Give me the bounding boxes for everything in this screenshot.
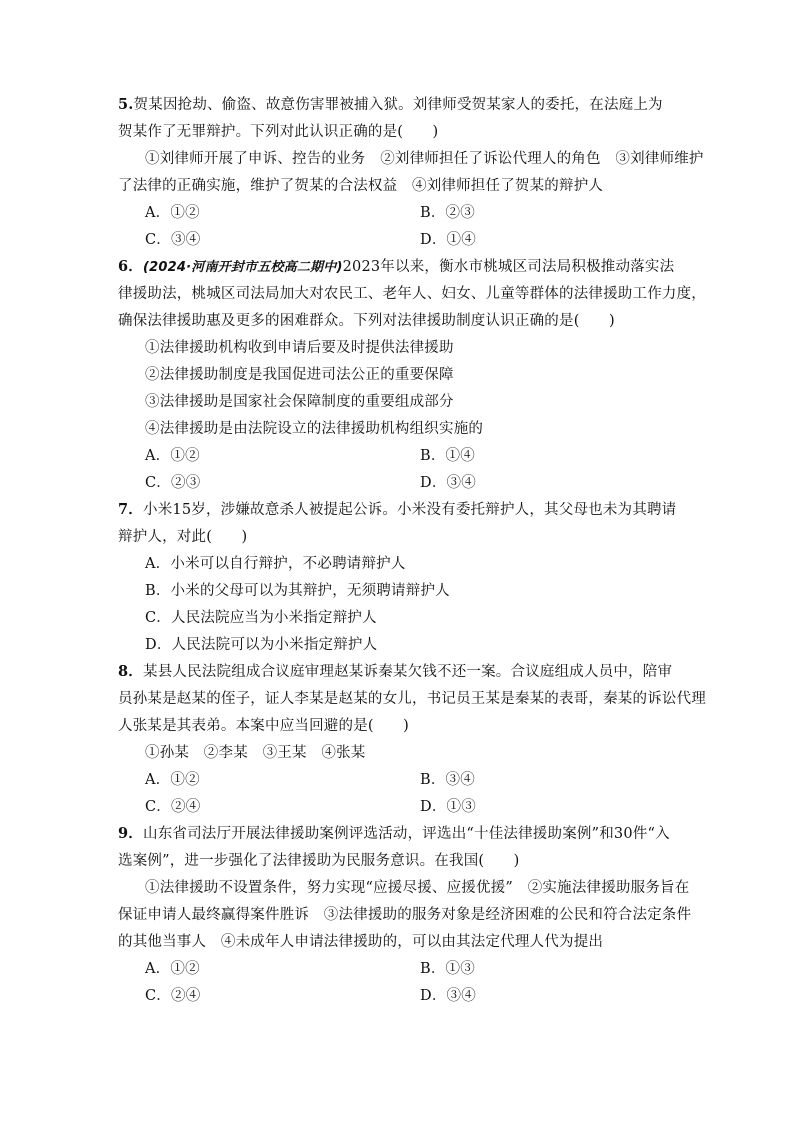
question-5-stem-line-2: 贺某作了无罪辩护。下列对此认识正确的是( ) xyxy=(118,124,439,140)
option-b[interactable]: B．小米的父母可以为其辩护，无须聘请辩护人 xyxy=(145,583,450,599)
question-9-stem-line-2: 选案例”，进一步强化了法律援助为民服务意识。在我国( ) xyxy=(118,853,520,869)
option-c[interactable]: C．②④ xyxy=(145,799,201,815)
question-7-stem-line-2: 辩护人，对此( ) xyxy=(118,529,248,545)
option-a[interactable]: A．①② xyxy=(145,961,200,977)
option-a[interactable]: A．小米可以自行辩护，不必聘请辩护人 xyxy=(145,556,406,572)
option-b[interactable]: B．①③ xyxy=(420,961,475,977)
question-number: 7． xyxy=(118,501,143,518)
option-d[interactable]: D．①③ xyxy=(420,799,476,815)
question-6-stem-line-1: 6．(2024·河南开封市五校高二期中)2023年以来，衡水市桃城区司法局积极推动落实法 xyxy=(118,258,675,275)
question-8-stem-line-1: 8．某县人民法院组成合议庭审理赵某诉秦某欠钱不还一案。合议庭组成人员中，陪审 xyxy=(118,663,673,680)
option-c[interactable]: C．②④ xyxy=(145,988,201,1004)
option-b[interactable]: B．③④ xyxy=(420,772,475,788)
question-9-statement-line-1: ①法律援助不设置条件，努力实现“应援尽援、应援优援” ②实施法律援助服务旨在 xyxy=(145,880,690,896)
question-6-statement-2: ②法律援助制度是我国促进司法公正的重要保障 xyxy=(145,367,454,383)
option-d[interactable]: D．③④ xyxy=(420,988,476,1004)
question-5-stem-line-1: 5.贺某因抢劫、偷盗、故意伤害罪被捕入狱。刘律师受贺某家人的委托，在法庭上为 xyxy=(118,96,663,113)
option-d[interactable]: D．①④ xyxy=(420,232,476,248)
question-9-statement-line-3: 的其他当事人 ④未成年人申请法律援助的，可以由其法定代理人代为提出 xyxy=(118,934,604,950)
option-a[interactable]: A．①② xyxy=(145,205,200,221)
question-6-stem-line-3: 确保法律援助惠及更多的困难群众。下列对法律援助制度认识正确的是( ) xyxy=(118,313,615,329)
question-6-statement-3: ③法律援助是国家社会保障制度的重要组成部分 xyxy=(145,394,454,410)
question-number: 8． xyxy=(118,663,143,680)
question-6-statement-4: ④法律援助是由法院设立的法律援助机构组织实施的 xyxy=(145,421,484,437)
question-5-statement-line-1: ①刘律师开展了申诉、控告的业务 ②刘律师担任了诉讼代理人的角色 ③刘律师维护 xyxy=(145,151,704,167)
option-d[interactable]: D．③④ xyxy=(420,475,476,491)
question-number: 5. xyxy=(118,96,134,113)
question-9-statement-line-2: 保证申请人最终赢得案件胜诉 ③法律援助的服务对象是经济困难的公民和符合法定条件 xyxy=(118,907,692,923)
option-a[interactable]: A．①② xyxy=(145,772,200,788)
question-number: 6． xyxy=(118,258,143,275)
option-b[interactable]: B．②③ xyxy=(420,205,475,221)
question-7-stem-line-1: 7．小米15岁，涉嫌故意杀人被提起公诉。小米没有委托辩护人，其父母也未为其聘请 xyxy=(118,501,677,518)
question-number: 9． xyxy=(118,825,143,842)
question-8-stem-line-3: 人张某是其表弟。本案中应当回避的是( ) xyxy=(118,718,410,734)
question-6-statement-1: ①法律援助机构收到申请后要及时提供法律援助 xyxy=(145,340,454,356)
option-b[interactable]: B．①④ xyxy=(420,448,475,464)
question-8-stem-line-2: 员孙某是赵某的侄子，证人李某是赵某的女儿，书记员王某是秦某的表哥，秦某的诉讼代理 xyxy=(118,691,706,707)
option-c[interactable]: C．②③ xyxy=(145,475,201,491)
option-a[interactable]: A．①② xyxy=(145,448,200,464)
option-c[interactable]: C．人民法院应当为小米指定辩护人 xyxy=(145,610,377,626)
question-9-stem-line-1: 9．山东省司法厅开展法律援助案例评选活动，评选出“十佳法律援助案例”和30件“入 xyxy=(118,825,670,842)
question-5-statement-line-2: 了法律的正确实施，维护了贺某的合法权益 ④刘律师担任了贺某的辩护人 xyxy=(118,178,604,194)
question-source: (2024·河南开封市五校高二期中) xyxy=(143,260,343,275)
question-6-stem-line-2: 律援助法，桃城区司法局加大对农民工、老年人、妇女、儿童等群体的法律援助工作力度， xyxy=(118,286,706,302)
question-8-statements: ①孙某 ②李某 ③王某 ④张某 xyxy=(145,745,366,761)
option-d[interactable]: D．人民法院可以为小米指定辩护人 xyxy=(145,637,378,653)
option-c[interactable]: C．③④ xyxy=(145,232,201,248)
